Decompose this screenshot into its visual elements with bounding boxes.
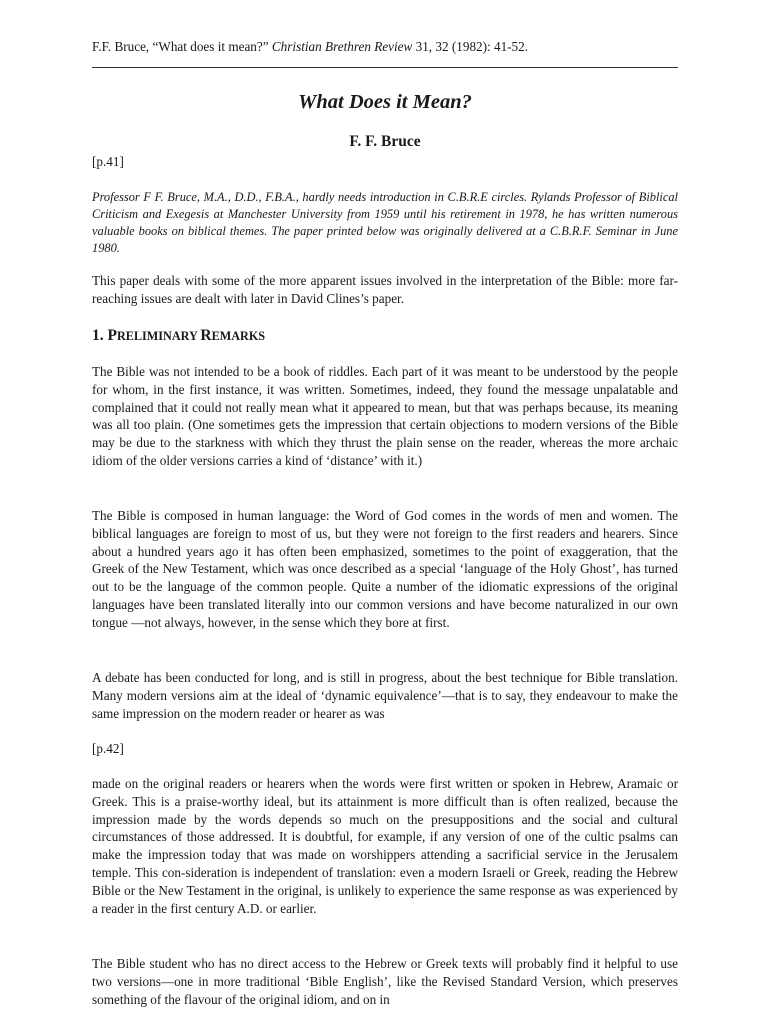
page-marker-42: [p.42]	[92, 741, 124, 756]
paragraph-human-language: The Bible is composed in human language: the Word of God comes in the words of men and women. The biblical languages are foreign to most of us, but they were not foreign to the first readers and hearers. Since about a hundred years ago it has often been emphasized, sometimes to the point of exaggeration, that the Greek of the New Testament, which was once described as a special ‘language of the Holy Ghost’, has turned out to be the language of the common people. Quite a number of the idiomatic expressions of the original languages have been translated literally into our common versions and have become naturalized in our own tongue —not always, however, in the sense which they bore at first.	[92, 508, 678, 630]
paragraph-opening: This paper deals with some of the more apparent issues involved in the interpretation of the Bible: more far-reaching issues are dealt with later in David Clines’s paper.	[92, 273, 678, 306]
header-divider	[92, 67, 678, 68]
paragraph-translation-debate: A debate has been conducted for long, and is still in progress, about the best technique for Bible translation. Many modern versions aim at the ideal of ‘dynamic equivalence’—that is to say, they endeavour to make the same impression on the modern reader or hearer as was	[92, 670, 678, 721]
paragraph-original-readers: made on the original readers or hearers when the words were first written or spoken in Hebrew, Aramaic or Greek. This is a praise-worthy ideal, but its attainment is more difficult than is often realized, because the impression made by the words depends so much on the presuppositions and the social and cultural circumstances of those addressed. It is doubtful, for example, if any version of one of the cultic psalms can make the impression today that was made on worshippers attending a sacrificial service in the Jerusalem temple. This con-sideration is independent of translation: even a modern Israeli or Greek, reading the Hebrew Bible or the New Testament in the original, is unlikely to experience the same response as was experienced by a reader in the first century A.D. or earlier.	[92, 776, 678, 916]
heading-rest-2: EMARKS	[211, 329, 266, 343]
heading-initial-1: P	[107, 327, 117, 344]
paragraph-bible-student: The Bible student who has no direct access to the Hebrew or Greek texts will probably find it helpful to use two versions—one in more traditional ‘Bible English’, like the Revised Standard Version, which preserves something of the flavour of the original idiom, and on in	[92, 956, 678, 1007]
article-title: What Does it Mean?	[298, 91, 472, 113]
citation-suffix: 31, 32 (1982): 41-52.	[412, 39, 529, 54]
citation-header	[92, 38, 678, 55]
heading-initial-2: R	[200, 327, 212, 344]
author-introduction: Professor F F. Bruce, M.A., D.D., F.B.A., hardly needs introduction in C.B.R.E circles. Rylands Professor of Biblical Criticism and Exegesis at Manchester University from 1959 until his retirement in 1978, he has written numerous valuable books on biblical themes. The paper printed below was originally delivered at a C.B.R.F. Seminar in June 1980.	[92, 190, 678, 255]
page-marker-41: [p.41]	[92, 154, 124, 169]
paragraph-riddles: The Bible was not intended to be a book of riddles. Each part of it was meant to be understood by the people for whom, in the first instance, it was written. Sometimes, indeed, they found the message unpalatable and complained that it could not really mean what it appeared to mean, but that was perhaps because, its meaning was all too plain. (One sometimes gets the impression that certain objections to modern versions of the Bible may be due to the starkness with which they thrust the plain sense on the reader, whereas the more archaic idiom of the older versions carries a kind of ‘distance’ with it.)	[92, 364, 678, 468]
citation-prefix: F.F. Bruce, “What does it mean?”	[92, 39, 272, 54]
section-heading	[92, 326, 265, 346]
article-author: F. F. Bruce	[349, 133, 421, 150]
citation-journal: Christian Brethren Review	[271, 39, 413, 54]
heading-rest-1: RELIMINARY	[116, 329, 201, 343]
section-number: 1.	[92, 327, 108, 344]
